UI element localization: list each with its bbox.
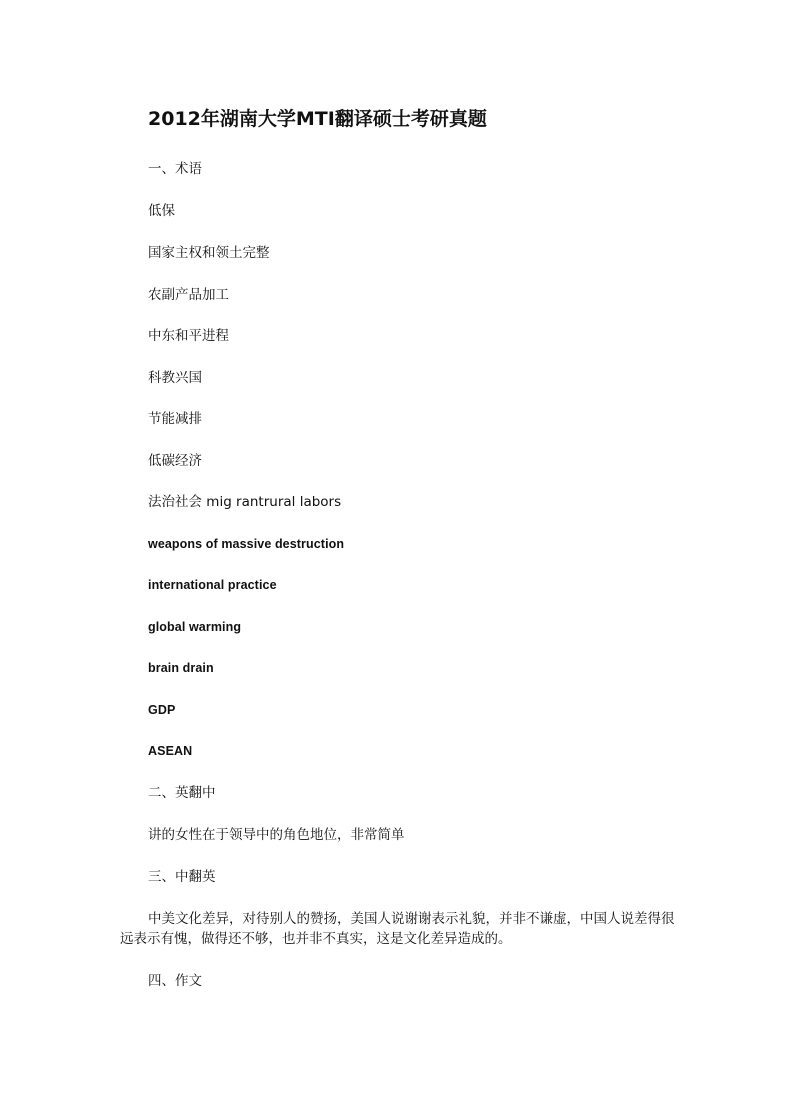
section-heading-en-to-zh: 二、英翻中 (148, 785, 216, 801)
section-content-en-to-zh: 讲的女性在于领导中的角色地位，非常简单 (148, 827, 405, 843)
term-item: 中东和平进程 (148, 328, 229, 344)
term-item: 法治社会 mig rantrural labors (148, 494, 342, 510)
term-item: international practice (148, 578, 277, 592)
term-item: 国家主权和领土完整 (148, 245, 270, 261)
term-item: 科教兴国 (148, 370, 202, 386)
term-item: 农副产品加工 (148, 287, 229, 303)
term-item: 节能减排 (148, 411, 202, 427)
section-paragraph-zh-to-en: 中美文化差异，对待别人的赞扬，美国人说谢谢表示礼貌，并非不谦虚，中国人说差得很远表示有愧，做得还不够，也并非不真实，这是文化差异造成的。 (120, 911, 675, 947)
document-title: 2012年湖南大学MTI翻译硕士考研真题 (148, 108, 487, 130)
term-item: brain drain (148, 661, 214, 675)
section-heading-terms: 一、术语 (148, 161, 202, 177)
term-item: 低保 (148, 203, 175, 219)
term-item: GDP (148, 703, 176, 717)
term-item: global warming (148, 620, 242, 634)
term-item: weapons of massive destruction (148, 537, 345, 551)
section-heading-essay: 四、作文 (148, 973, 202, 989)
section-heading-zh-to-en: 三、中翻英 (148, 869, 216, 885)
term-item: ASEAN (148, 744, 193, 758)
term-item: 低碳经济 (148, 453, 202, 469)
